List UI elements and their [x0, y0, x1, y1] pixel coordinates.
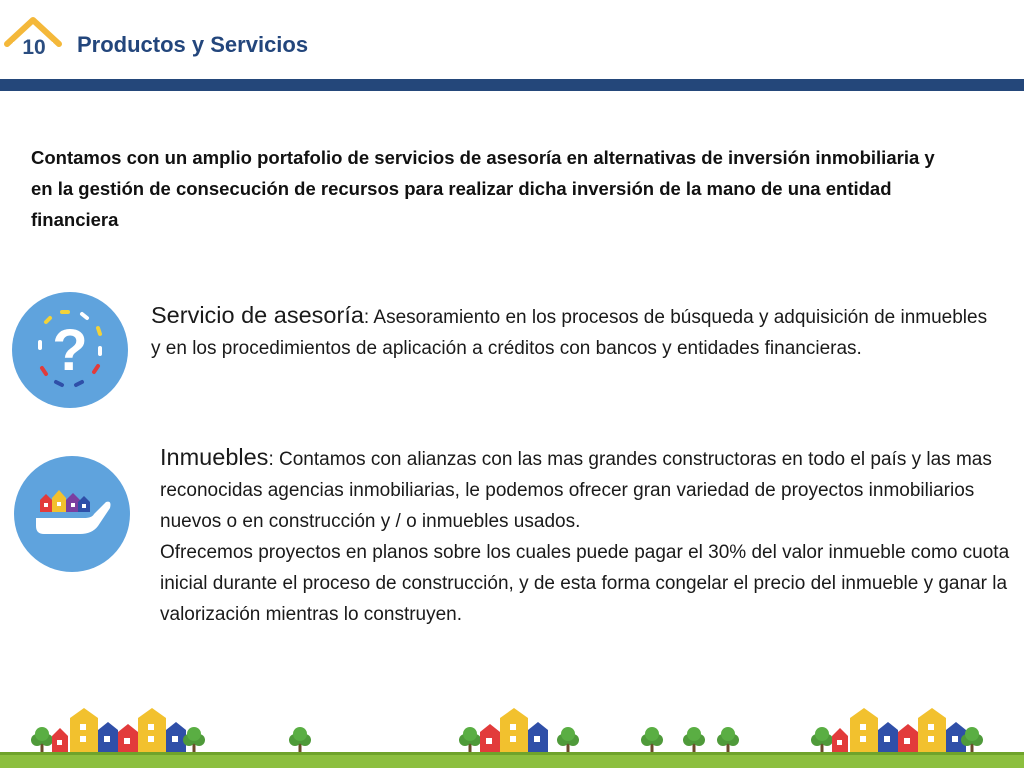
hand-houses-icon — [14, 456, 130, 572]
service-real-estate-description: : Contamos con alianzas con las mas grandes constructoras en todo el país y las mas reconocidas agencias inmobiliarias, le podemos ofrecer gran variedad de proyectos inmobiliarios nuevos o en construcción y / o inmuebles usados. — [160, 449, 992, 532]
header-divider — [0, 79, 1024, 91]
page-title: Productos y Servicios — [77, 32, 309, 57]
service-real-estate-extra: Ofrecemos proyectos en planos sobre los cuales puede pagar el 30% del valor inmueble como cuota inicial durante el proceso de construcción, y de esta forma congelar el precio del inmueble y ganar la valorización mientras lo construyen. — [160, 542, 1010, 625]
intro-paragraph: Contamos con un amplio portafolio de servicios de asesoría en alternativas de inversión inmobiliaria y en la gestión de consecución de recursos para realizar dicha inversión de la mano de una entidad financiera — [31, 147, 935, 230]
svg-text:?: ? — [52, 318, 88, 383]
service-advisory-description: : Asesoramiento en los procesos de búsqueda y adquisición de inmuebles y en los procedimientos de aplicación a créditos con bancos y entidades financieras. — [151, 307, 988, 359]
slide-number: 10 — [22, 36, 46, 59]
grass-edge — [0, 752, 1024, 755]
slide-header — [0, 0, 1024, 80]
service-real-estate — [160, 442, 1010, 630]
question-mark-icon — [12, 292, 128, 408]
service-real-estate-title: Inmuebles — [160, 444, 269, 470]
service-advisory-title: Servicio de asesoría — [151, 302, 364, 328]
service-advisory — [151, 300, 1001, 364]
